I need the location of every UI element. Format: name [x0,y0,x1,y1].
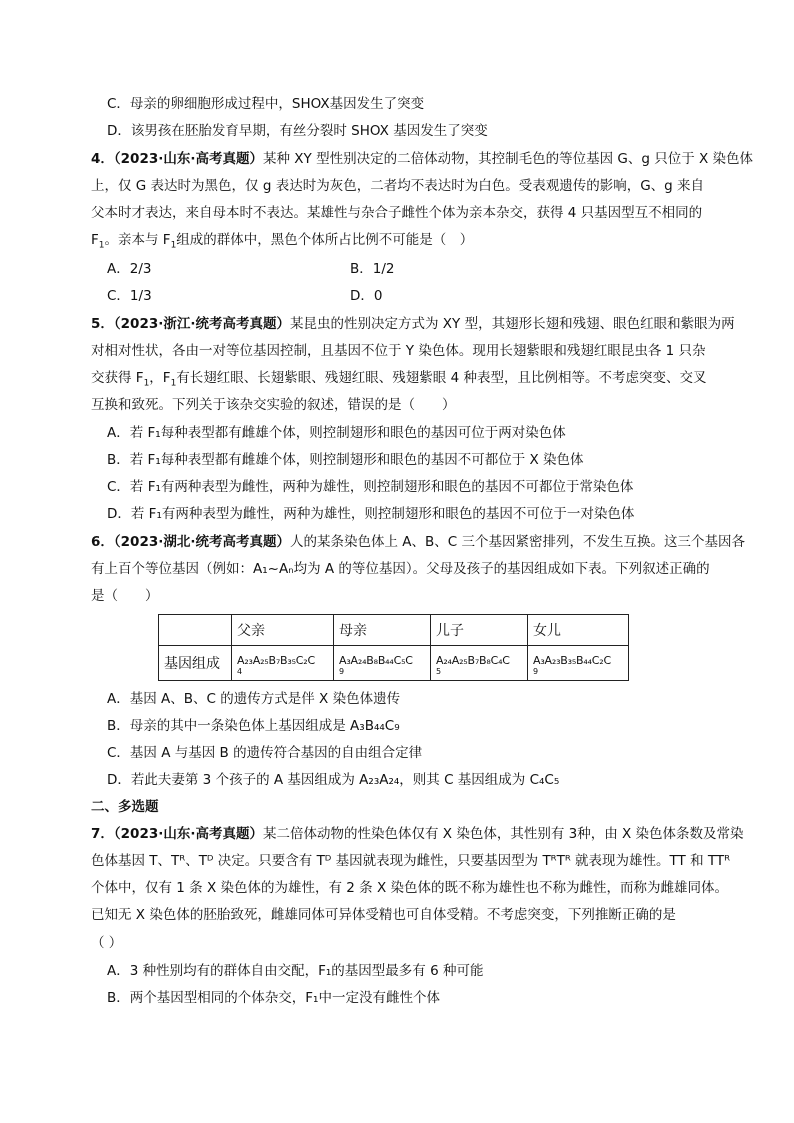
q4-option-d: D．0 [350,288,383,304]
q7-option-b: B．两个基因型相同的个体杂交，F₁中一定没有雌性个体 [107,990,440,1006]
q5-stem-1: 某昆虫的性别决定方式为 XY 型，其翅形长翅和残翅、眼色红眼和紫眼为两 [290,316,735,332]
q4-source: （2023·山东·高考真题） [113,151,263,167]
gene-table-header-daughter: 女儿 [528,615,629,646]
q6-option-a: A．基因 A、B、C 的遗传方式是伴 X 染色体遗传 [107,691,401,707]
q5-line-2: 对相对性状，各由一对等位基因控制，且基因不位于 Y 染色体。现用长翅紫眼和残翅红眼昆虫各 1 只杂 [91,343,706,359]
q4-f-label: F [91,232,99,248]
q7-source: （2023·山东·高考真题） [113,826,263,842]
gene-table-header-father: 父亲 [232,615,334,646]
q5-option-c: C．若 F₁有两种表型为雌性，两种为雄性，则控制翅形和眼色的基因不可都位于常染色体 [107,479,634,495]
gene-table-header-son: 儿子 [431,615,528,646]
gene-table-cell-mother [334,646,431,681]
q4-option-a: A．2/3 [107,261,152,277]
q4-line-1 [91,149,753,169]
q6-option-d: D．若此夫妻第 3 个孩子的 A 基因组成为 A₂₃A₂₄，则其 C 基因组成为 C₄C₅ [107,772,560,788]
q5-sub-2: 1 [170,378,177,389]
gene-cell-tail: 9 [339,667,345,676]
q4-f-sub: 1 [98,240,105,251]
q7-number: 7． [91,826,114,842]
q7-option-a: A．3 种性别均有的群体自由交配，F₁的基因型最多有 6 种可能 [107,963,484,979]
q4-line-4 [91,230,473,256]
q4-f-sub-2: 1 [170,240,177,251]
q6-line-3: 是（ ） [91,588,159,604]
q4-line-2: 上，仅 G 表达时为黑色，仅 g 表达时为灰色，二者均不表达时为白色。受表观遗传的影响，G、g 来自 [91,178,705,194]
q5-line-1 [91,314,735,334]
gene-table-header-row [159,615,629,646]
q7-line-3: 个体中，仅有 1 条 X 染色体的为雄性，有 2 条 X 染色体的既不称为雄性也不称为雌性，而称为雌雄同体。 [91,880,729,896]
q4-option-b: B．1/2 [350,261,395,277]
q7-line-1 [91,824,744,844]
q7-line-5: （ ） [91,935,123,951]
q5-sub-1: 1 [143,378,150,389]
section-title-multi-choice: 二、多选题 [91,799,159,815]
gene-table-header-mother: 母亲 [334,615,431,646]
gene-cell-main: A₂₄A₂₅B₇B₈C₄C [436,654,510,667]
q6-option-b: B．母亲的其中一条染色体上基因组成是 A₃B₄₄C₉ [107,718,400,734]
gene-table-header-empty [159,615,232,646]
q4-line-3: 父本时才表达，来自母本时不表达。某雄性与杂合子雌性个体为亲本杂交，获得 4 只基因型互不相同的 [91,205,703,221]
gene-table-cell-son [431,646,528,681]
gene-table-cell-father [232,646,334,681]
q4-stem-1: 某种 XY 型性别决定的二倍体动物，其控制毛色的等位基因 G、g 只位于 X 染色体 [263,151,754,167]
q5-source: （2023·浙江·统考高考真题） [113,316,290,332]
q7-line-4: 已知无 X 染色体的胚胎致死，雌雄同体可异体受精也可自体受精。不考虑突变，下列推断正确的是 [91,907,676,923]
q6-line-1 [91,532,745,552]
gene-table-row [159,646,629,681]
gene-cell-main: A₃A₂₄B₈B₄₄C₅C [339,654,413,667]
q6-source: （2023·湖北·统考高考真题） [113,534,290,550]
q4-number: 4． [91,151,114,167]
q3-option-d: D．该男孩在胚胎发育早期，有丝分裂时 SHOX 基因发生了突变 [107,123,488,139]
q6-line-2: 有上百个等位基因（例如：A₁~Aₙ均为 A 的等位基因）。父母及孩子的基因组成如下表。下列叙述正确的 [91,561,710,577]
q5-option-a: A．若 F₁每种表型都有雌雄个体，则控制翅形和眼色的基因可位于两对染色体 [107,425,566,441]
gene-cell-main: A₃A₂₃B₃₅B₄₄C₂C [533,654,611,667]
q7-line-2: 色体基因 T、Tᴿ、Tᴰ 决定。只要含有 Tᴰ 基因就表现为雌性，只要基因型为 TᴿTᴿ 就表现为雄性。TT 和 TTᴿ [91,853,731,869]
gene-cell-tail: 5 [436,667,442,676]
q4-stem-4b: 。亲本与 F [104,232,171,248]
gene-cell-tail: 4 [237,667,243,676]
q4-stem-4c: 组成的群体中，黑色个体所占比例不可能是（ ） [176,232,474,248]
q3-option-c: C．母亲的卵细胞形成过程中，SHOX基因发生了突变 [107,96,425,112]
gene-cell-main: A₂₃A₂₅B₇B₃₅C₂C [237,654,315,667]
q5-line-4: 互换和致死。下列关于该杂交实验的叙述，错误的是（ ） [91,397,456,413]
q5-stem-3a: 交获得 F [91,370,144,386]
q5-stem-3b: ，F [149,370,171,386]
q6-option-c: C．基因 A 与基因 B 的遗传符合基因的自由组合定律 [107,745,423,761]
q7-stem-1: 某二倍体动物的性染色体仅有 X 染色体，其性别有 3种，由 X 染色体条数及常染 [263,826,744,842]
q5-line-3 [91,368,706,394]
q4-option-c: C．1/3 [107,288,152,304]
q5-option-b: B．若 F₁每种表型都有雌雄个体，则控制翅形和眼色的基因不可都位于 X 染色体 [107,452,584,468]
gene-table-row-label: 基因组成 [159,646,232,681]
q6-number: 6． [91,534,114,550]
gene-cell-tail: 9 [533,667,539,676]
q5-stem-3c: 有长翅红眼、长翅紫眼、残翅红眼、残翅紫眼 4 种表型，且比例相等。不考虑突变、交叉 [176,370,707,386]
gene-table-cell-daughter [528,646,629,681]
q6-stem-1: 人的某条染色体上 A、B、C 三个基因紧密排列，不发生互换。这三个基因各 [290,534,746,550]
gene-table [158,614,629,681]
q5-number: 5． [91,316,114,332]
q5-option-d: D．若 F₁有两种表型为雌性，两种为雄性，则控制翅形和眼色的基因不可位于一对染色体 [107,506,635,522]
